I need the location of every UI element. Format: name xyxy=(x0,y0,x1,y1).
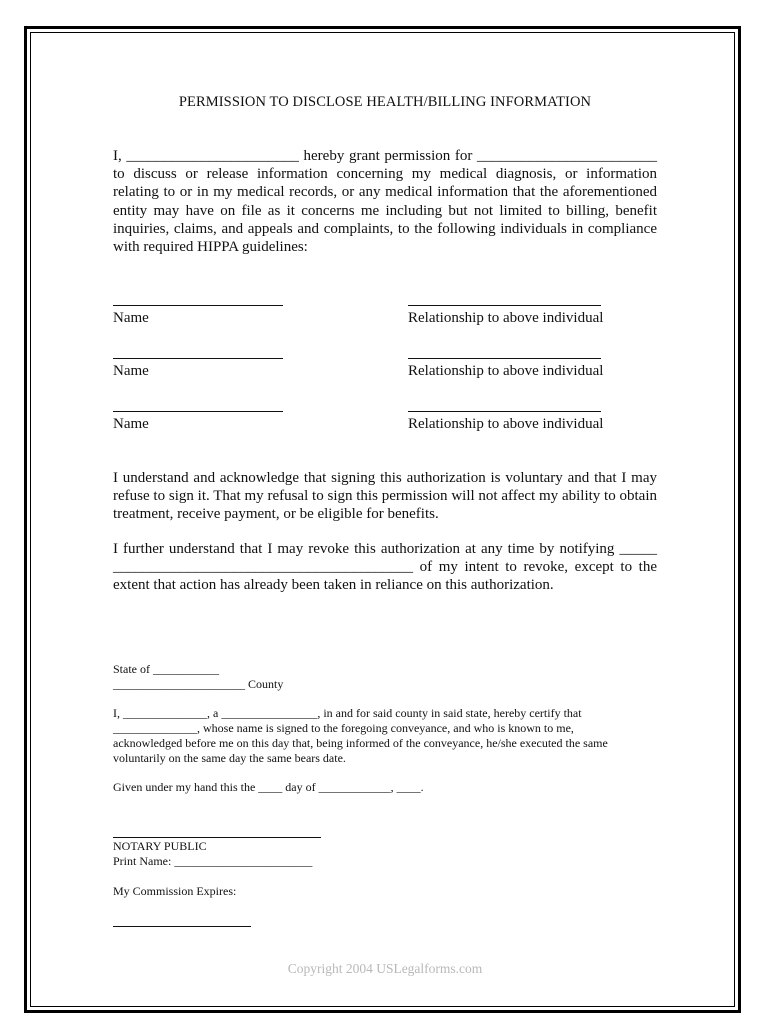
name-signature-line xyxy=(113,358,283,359)
relationship-signature-line xyxy=(408,411,601,412)
print-name-line: Print Name: _______________________ xyxy=(113,854,313,868)
notary-certify-paragraph: I, ______________, a ________________, in and for said county in said state, hereby certify that ______________, whose name is signed to the foregoing conveyance, and who is known to me, acknowledged before me on this day that, being informed of the conveyance, he/she executed the same voluntarily on the same day the same bears date. xyxy=(113,706,608,765)
notary-signature-line xyxy=(113,837,321,838)
name-label: Name xyxy=(113,363,149,379)
notary-public-label: NOTARY PUBLIC xyxy=(113,839,207,853)
document-title: PERMISSION TO DISCLOSE HEALTH/BILLING INFORMATION xyxy=(178,94,592,110)
commission-expires-label: My Commission Expires: xyxy=(113,884,237,898)
acknowledge-paragraph: I understand and acknowledge that signing this authorization is voluntary and that I may refuse to sign it. That my refusal to sign this permission will not affect my ability to obtain treatment, receive payment, or be eligible for benefits. xyxy=(113,470,657,523)
relationship-label: Relationship to above individual xyxy=(408,416,604,432)
name-signature-line xyxy=(113,305,283,306)
name-signature-line xyxy=(113,411,283,412)
commission-expiry-line xyxy=(113,926,251,927)
relationship-signature-line xyxy=(408,358,601,359)
name-label: Name xyxy=(113,416,149,432)
relationship-signature-line xyxy=(408,305,601,306)
relationship-label: Relationship to above individual xyxy=(408,310,604,326)
county-line: ______________________ County xyxy=(113,677,284,691)
relationship-label: Relationship to above individual xyxy=(408,363,604,379)
given-under-hand-line: Given under my hand this the ____ day of ____________, ____. xyxy=(113,780,424,794)
state-line: State of ___________ xyxy=(113,662,219,676)
copyright-footer: Copyright 2004 USLegalforms.com xyxy=(287,961,483,976)
name-label: Name xyxy=(113,310,149,326)
revoke-paragraph: I further understand that I may revoke this authorization at any time by notifying _____ ________________________________________ of my intent to revoke, except to the extent that action has already been taken in reliance on this authorization. xyxy=(113,541,657,594)
intro-paragraph: I, _______________________ hereby grant permission for ________________________ to discuss or release information concerning my medical diagnosis, or information relating to or in my medical records, or any medical information that the aforementioned entity may have on file as it concerns me including but not limited to billing, benefit inquiries, claims, and appeals and complaints, to the following individuals in compliance with required HIPPA guidelines: xyxy=(113,148,657,256)
